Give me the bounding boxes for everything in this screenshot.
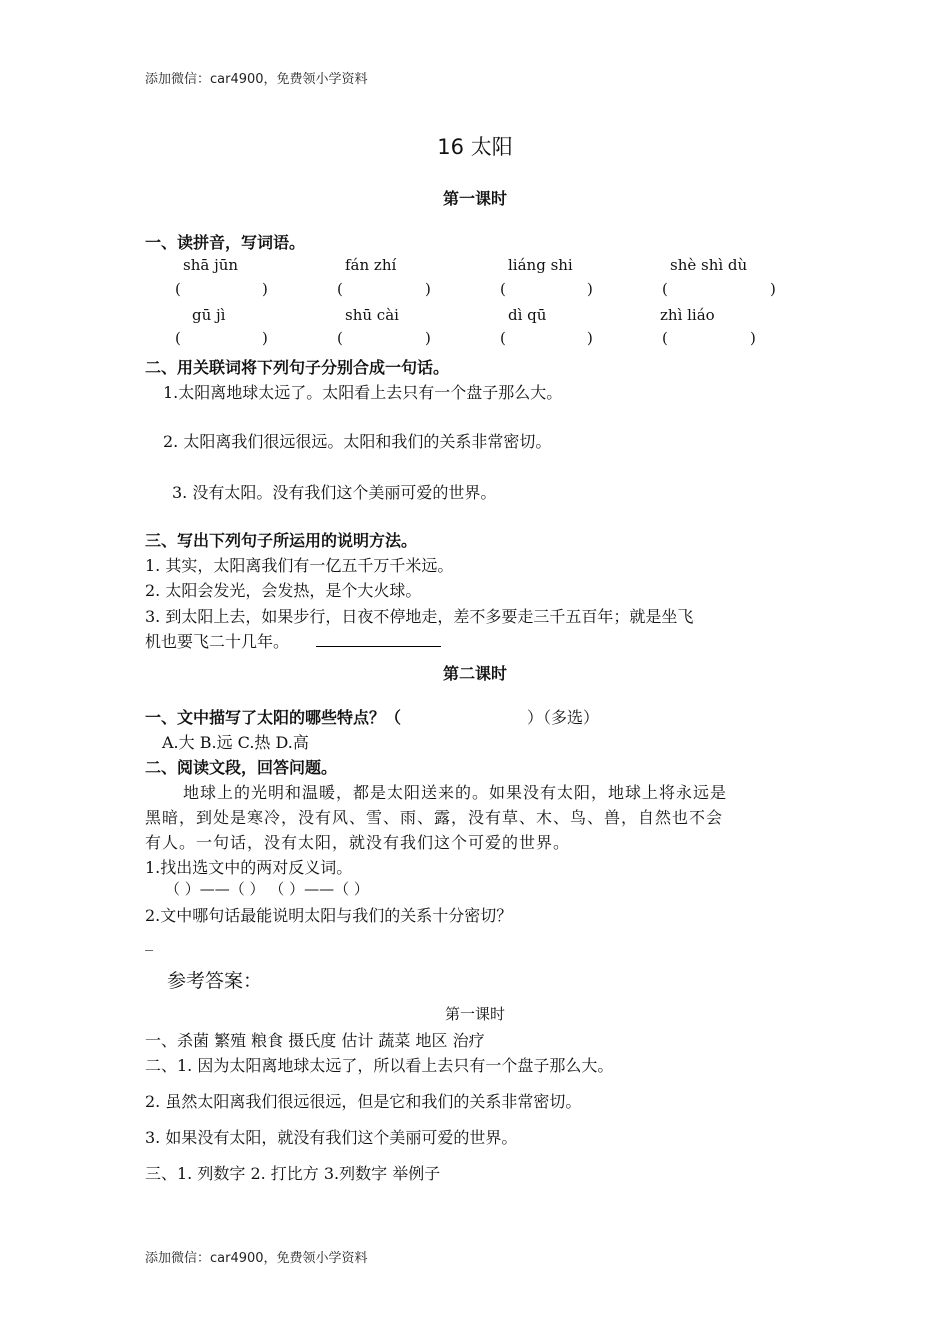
blank-paren-open: ( bbox=[500, 280, 506, 298]
pinyin-2: fán zhí bbox=[345, 256, 397, 274]
blank-paren-open: ( bbox=[337, 280, 343, 298]
lesson2-sub1: 1.找出选文中的两对反义词。 bbox=[145, 858, 353, 877]
blank-paren-open: ( bbox=[175, 329, 181, 347]
passage-line-2: 黑暗，到处是寒冷，没有风、雪、雨、露，没有草、木、鸟、兽，自然也不会 bbox=[145, 808, 724, 827]
pinyin-1: shā jūn bbox=[183, 256, 239, 274]
lesson1-q2-heading: 二、用关联词将下列句子分别合成一句话。 bbox=[145, 358, 450, 377]
lesson1-q1-heading: 一、读拼音，写词语。 bbox=[145, 233, 306, 252]
blank-paren-close: ) bbox=[587, 329, 593, 347]
lesson1-heading: 第一课时 bbox=[442, 189, 507, 208]
pinyin-3: liáng shi bbox=[508, 256, 573, 274]
pinyin-6: shū cài bbox=[345, 306, 399, 324]
q3-item-3: 3. 到太阳上去，如果步行，日夜不停地走，差不多要走三千五百年；就是坐飞 bbox=[145, 607, 694, 626]
blank-paren-close: ) bbox=[425, 329, 431, 347]
answer-line-2: 二、1. 因为太阳离地球太远了，所以看上去只有一个盘子那么大。 bbox=[145, 1056, 614, 1075]
blank-paren-close: ) bbox=[750, 329, 756, 347]
q2-item-1: 1.太阳离地球太远了。太阳看上去只有一个盘子那么大。 bbox=[163, 383, 563, 402]
blank-paren-open: ( bbox=[175, 280, 181, 298]
q3-item-2: 2. 太阳会发光，会发热，是个大火球。 bbox=[145, 581, 422, 600]
lesson1-q3-heading: 三、写出下列句子所运用的说明方法。 bbox=[145, 531, 418, 550]
blank-paren-close: ) bbox=[262, 329, 268, 347]
blank-paren-close: ) bbox=[262, 280, 268, 298]
pinyin-8: zhì liáo bbox=[660, 306, 715, 324]
lesson2-sub2: 2.文中哪句话最能说明太阳与我们的关系十分密切？ bbox=[145, 906, 513, 925]
answers-heading: 参考答案： bbox=[167, 970, 263, 992]
answer-dash: _ bbox=[145, 932, 153, 951]
answer-underline bbox=[316, 646, 441, 647]
page-footer: 添加微信：car4900，免费领小学资料 bbox=[145, 1251, 368, 1266]
q2-item-2: 2. 太阳离我们很远很远。太阳和我们的关系非常密切。 bbox=[163, 432, 552, 451]
lesson2-q1-options: A.大 B.远 C.热 D.高 bbox=[162, 733, 309, 752]
q2-item-3: 3. 没有太阳。没有我们这个美丽可爱的世界。 bbox=[172, 483, 497, 502]
answer-line-4: 3. 如果没有太阳，就没有我们这个美丽可爱的世界。 bbox=[145, 1128, 518, 1147]
lesson2-heading: 第二课时 bbox=[442, 664, 507, 683]
blank-paren-close: ) bbox=[770, 280, 776, 298]
pinyin-7: dì qū bbox=[508, 306, 547, 324]
blank-paren-close: ) bbox=[587, 280, 593, 298]
answers-lesson-heading: 第一课时 bbox=[444, 1005, 505, 1023]
blank-paren-open: ( bbox=[500, 329, 506, 347]
lesson2-q2-heading: 二、阅读文段，回答问题。 bbox=[145, 758, 338, 777]
page-title: 16 太阳 bbox=[437, 135, 513, 159]
q3-item-1: 1. 其实，太阳离我们有一亿五千万千米远。 bbox=[145, 556, 454, 575]
passage-line-3: 有人。一句话，没有太阳，就没有我们这个可爱的世界。 bbox=[145, 833, 571, 852]
passage-line-1: 地球上的光明和温暖，都是太阳送来的。如果没有太阳，地球上将永远是 bbox=[183, 783, 728, 802]
page-header: 添加微信：car4900，免费领小学资料 bbox=[145, 72, 368, 87]
pinyin-4: shè shì dù bbox=[670, 256, 748, 274]
blank-paren-close: ) bbox=[425, 280, 431, 298]
answer-line-1: 一、杀菌 繁殖 粮食 摄氏度 估计 蔬菜 地区 治疗 bbox=[145, 1031, 485, 1050]
blank-paren-open: ( bbox=[662, 329, 668, 347]
blank-paren-open: ( bbox=[337, 329, 343, 347]
pinyin-5: gū jì bbox=[192, 306, 226, 324]
blank-paren-open: ( bbox=[662, 280, 668, 298]
q3-item-3-cont: 机也要飞二十几年。 bbox=[145, 632, 290, 651]
answer-line-5: 三、1. 列数字 2. 打比方 3.列数字 举例子 bbox=[145, 1164, 441, 1183]
lesson2-q1-heading: 一、文中描写了太阳的哪些特点？（ bbox=[145, 708, 402, 727]
lesson2-q1-tail: ）（多选） bbox=[527, 708, 600, 727]
answer-line-3: 2. 虽然太阳离我们很远很远，但是它和我们的关系非常密切。 bbox=[145, 1092, 582, 1111]
antonym-pairs: （ ）——（ ） （ ）——（ ） bbox=[165, 880, 369, 898]
